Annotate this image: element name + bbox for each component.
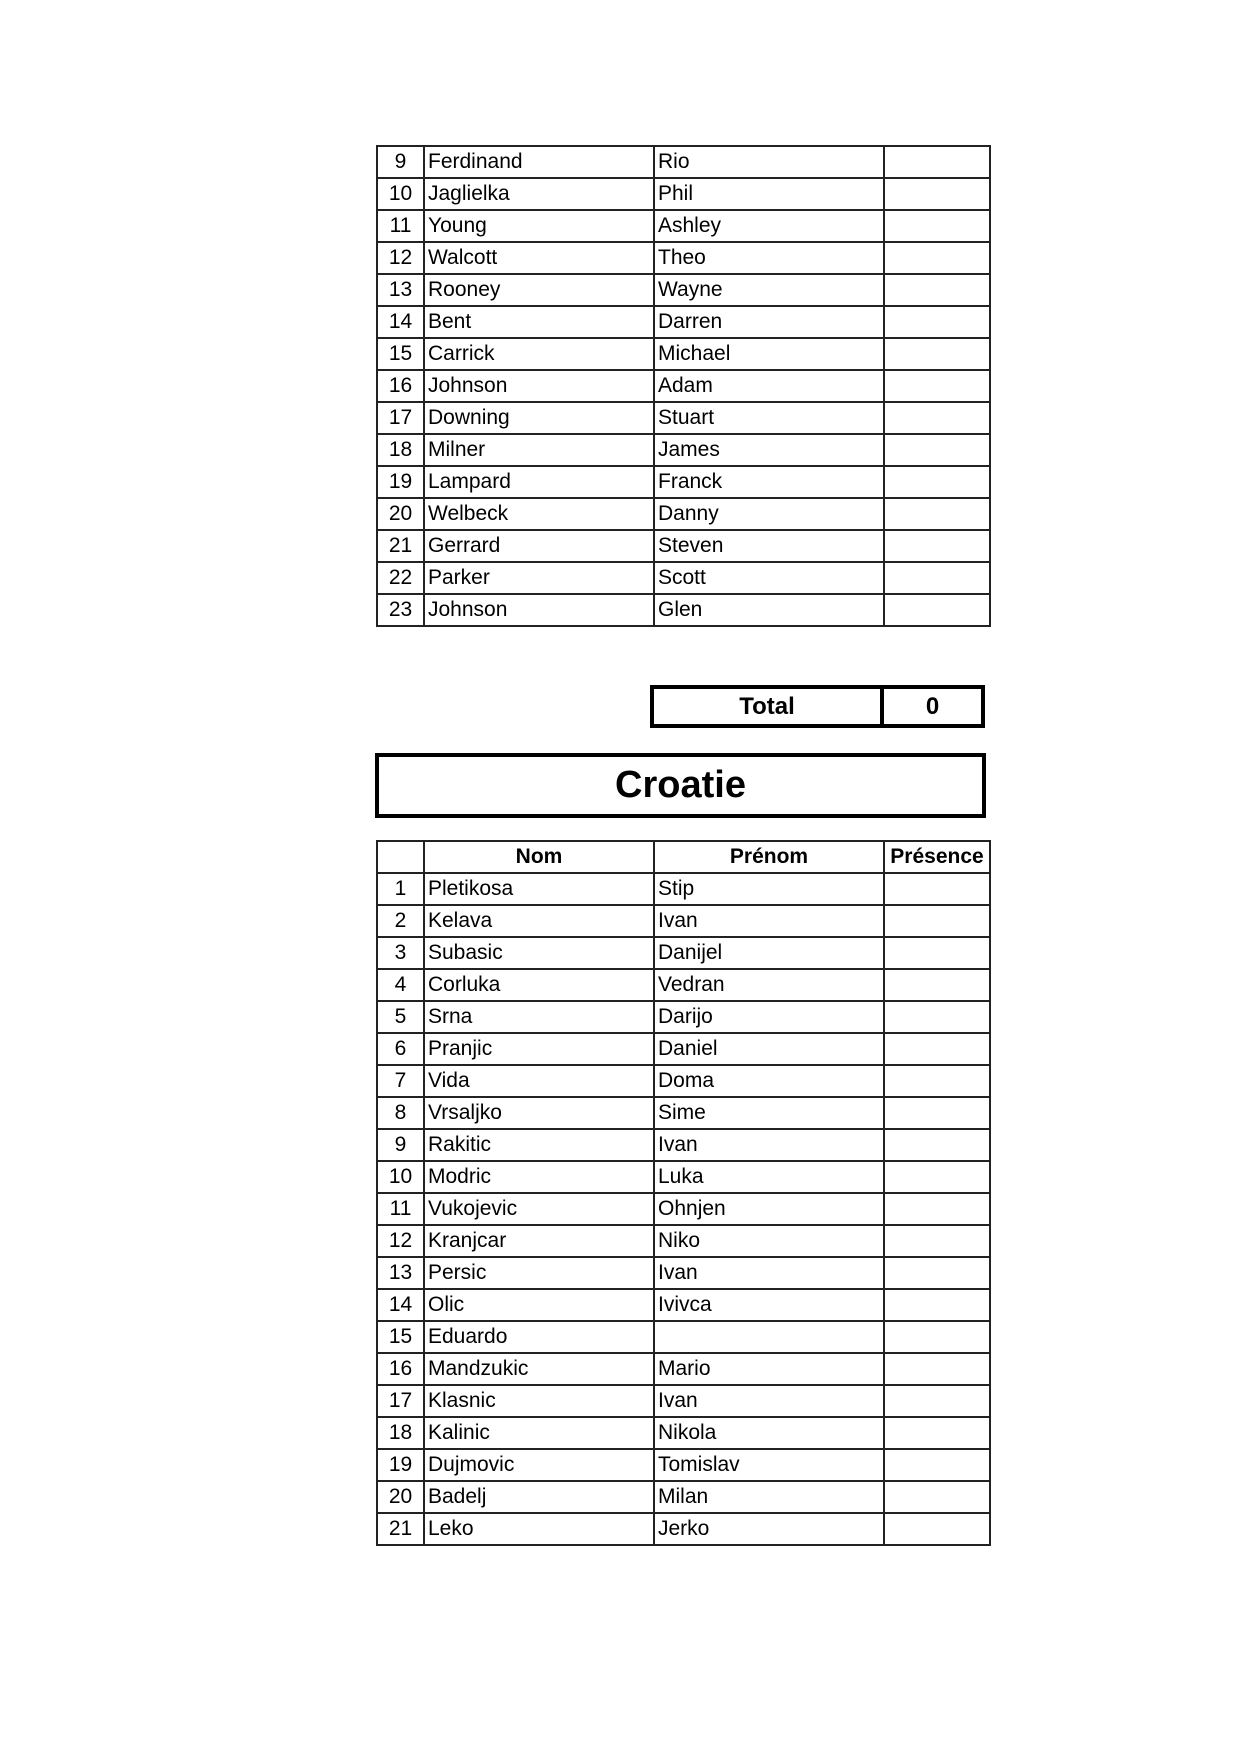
row-number: 21 bbox=[377, 530, 424, 562]
presence-cell[interactable] bbox=[884, 402, 990, 434]
header-prenom: Prénom bbox=[654, 841, 884, 873]
table-row bbox=[377, 937, 990, 969]
first-name-cell bbox=[654, 1321, 884, 1353]
table-row bbox=[377, 969, 990, 1001]
first-name-cell: Stuart bbox=[654, 402, 884, 434]
first-name-cell: Ivan bbox=[654, 1385, 884, 1417]
row-number: 5 bbox=[377, 1001, 424, 1033]
croatia-roster-table bbox=[376, 840, 991, 1546]
presence-cell[interactable] bbox=[884, 937, 990, 969]
presence-cell[interactable] bbox=[884, 178, 990, 210]
table-row bbox=[377, 370, 990, 402]
presence-cell[interactable] bbox=[884, 1513, 990, 1545]
table-row bbox=[377, 402, 990, 434]
last-name-cell: Vrsaljko bbox=[424, 1097, 654, 1129]
presence-cell[interactable] bbox=[884, 434, 990, 466]
last-name-cell: Eduardo bbox=[424, 1321, 654, 1353]
first-name-cell: Ashley bbox=[654, 210, 884, 242]
table-row bbox=[377, 146, 990, 178]
first-name-cell: Ivan bbox=[654, 905, 884, 937]
row-number: 1 bbox=[377, 873, 424, 905]
presence-cell[interactable] bbox=[884, 1321, 990, 1353]
first-name-cell: Ivan bbox=[654, 1129, 884, 1161]
row-number: 22 bbox=[377, 562, 424, 594]
row-number: 10 bbox=[377, 178, 424, 210]
presence-cell[interactable] bbox=[884, 1193, 990, 1225]
last-name-cell: Lampard bbox=[424, 466, 654, 498]
presence-cell[interactable] bbox=[884, 1161, 990, 1193]
table-row bbox=[377, 1321, 990, 1353]
first-name-cell: Michael bbox=[654, 338, 884, 370]
presence-cell[interactable] bbox=[884, 1033, 990, 1065]
last-name-cell: Kalinic bbox=[424, 1417, 654, 1449]
first-name-cell: Darijo bbox=[654, 1001, 884, 1033]
first-name-cell: Milan bbox=[654, 1481, 884, 1513]
last-name-cell: Corluka bbox=[424, 969, 654, 1001]
row-number: 21 bbox=[377, 1513, 424, 1545]
last-name-cell: Welbeck bbox=[424, 498, 654, 530]
table-row bbox=[377, 466, 990, 498]
table-row bbox=[377, 1097, 990, 1129]
table-row bbox=[377, 178, 990, 210]
table-row bbox=[377, 1129, 990, 1161]
row-number: 12 bbox=[377, 242, 424, 274]
first-name-cell: Danny bbox=[654, 498, 884, 530]
first-name-cell: Phil bbox=[654, 178, 884, 210]
row-number: 15 bbox=[377, 1321, 424, 1353]
table-row bbox=[377, 1225, 990, 1257]
presence-cell[interactable] bbox=[884, 1449, 990, 1481]
row-number: 11 bbox=[377, 1193, 424, 1225]
table-row bbox=[377, 562, 990, 594]
presence-cell[interactable] bbox=[884, 498, 990, 530]
table-row bbox=[377, 274, 990, 306]
row-number: 8 bbox=[377, 1097, 424, 1129]
presence-cell[interactable] bbox=[884, 1417, 990, 1449]
england-roster-body bbox=[377, 146, 990, 626]
presence-cell[interactable] bbox=[884, 1481, 990, 1513]
last-name-cell: Vukojevic bbox=[424, 1193, 654, 1225]
row-number: 23 bbox=[377, 594, 424, 626]
last-name-cell: Modric bbox=[424, 1161, 654, 1193]
presence-cell[interactable] bbox=[884, 1353, 990, 1385]
last-name-cell: Badelj bbox=[424, 1481, 654, 1513]
row-number: 2 bbox=[377, 905, 424, 937]
last-name-cell: Walcott bbox=[424, 242, 654, 274]
first-name-cell: Niko bbox=[654, 1225, 884, 1257]
table-row bbox=[377, 1065, 990, 1097]
croatia-roster-body bbox=[377, 873, 990, 1545]
table-row bbox=[377, 1289, 990, 1321]
last-name-cell: Gerrard bbox=[424, 530, 654, 562]
last-name-cell: Ferdinand bbox=[424, 146, 654, 178]
team-title: Croatie bbox=[375, 753, 986, 818]
table-row bbox=[377, 1481, 990, 1513]
row-number: 9 bbox=[377, 146, 424, 178]
table-row bbox=[377, 210, 990, 242]
last-name-cell: Carrick bbox=[424, 338, 654, 370]
presence-cell[interactable] bbox=[884, 873, 990, 905]
presence-cell[interactable] bbox=[884, 370, 990, 402]
last-name-cell: Vida bbox=[424, 1065, 654, 1097]
row-number: 19 bbox=[377, 1449, 424, 1481]
row-number: 19 bbox=[377, 466, 424, 498]
table-row bbox=[377, 1001, 990, 1033]
first-name-cell: Vedran bbox=[654, 969, 884, 1001]
total-label: Total bbox=[654, 689, 884, 724]
presence-cell[interactable] bbox=[884, 1129, 990, 1161]
row-number: 13 bbox=[377, 1257, 424, 1289]
presence-cell[interactable] bbox=[884, 274, 990, 306]
table-row bbox=[377, 1257, 990, 1289]
table-row bbox=[377, 1417, 990, 1449]
table-row bbox=[377, 873, 990, 905]
presence-cell[interactable] bbox=[884, 1225, 990, 1257]
last-name-cell: Rakitic bbox=[424, 1129, 654, 1161]
last-name-cell: Johnson bbox=[424, 594, 654, 626]
first-name-cell: Glen bbox=[654, 594, 884, 626]
last-name-cell: Leko bbox=[424, 1513, 654, 1545]
last-name-cell: Rooney bbox=[424, 274, 654, 306]
presence-cell[interactable] bbox=[884, 242, 990, 274]
row-number: 6 bbox=[377, 1033, 424, 1065]
last-name-cell: Pletikosa bbox=[424, 873, 654, 905]
header-nom: Nom bbox=[424, 841, 654, 873]
first-name-cell: Scott bbox=[654, 562, 884, 594]
last-name-cell: Parker bbox=[424, 562, 654, 594]
last-name-cell: Johnson bbox=[424, 370, 654, 402]
presence-cell[interactable] bbox=[884, 338, 990, 370]
last-name-cell: Pranjic bbox=[424, 1033, 654, 1065]
first-name-cell: Tomislav bbox=[654, 1449, 884, 1481]
presence-cell[interactable] bbox=[884, 210, 990, 242]
first-name-cell: Darren bbox=[654, 306, 884, 338]
table-row bbox=[377, 498, 990, 530]
table-row bbox=[377, 905, 990, 937]
first-name-cell: Wayne bbox=[654, 274, 884, 306]
first-name-cell: Stip bbox=[654, 873, 884, 905]
table-row bbox=[377, 242, 990, 274]
presence-cell[interactable] bbox=[884, 1385, 990, 1417]
row-number: 20 bbox=[377, 1481, 424, 1513]
row-number: 15 bbox=[377, 338, 424, 370]
presence-cell[interactable] bbox=[884, 1065, 990, 1097]
last-name-cell: Persic bbox=[424, 1257, 654, 1289]
table-row bbox=[377, 1353, 990, 1385]
row-number: 20 bbox=[377, 498, 424, 530]
total-value: 0 bbox=[925, 693, 940, 720]
presence-cell[interactable] bbox=[884, 466, 990, 498]
row-number: 12 bbox=[377, 1225, 424, 1257]
table-row bbox=[377, 1513, 990, 1545]
last-name-cell: Klasnic bbox=[424, 1385, 654, 1417]
last-name-cell: Kelava bbox=[424, 905, 654, 937]
row-number: 18 bbox=[377, 434, 424, 466]
row-number: 11 bbox=[377, 210, 424, 242]
presence-cell[interactable] bbox=[884, 1257, 990, 1289]
first-name-cell: James bbox=[654, 434, 884, 466]
presence-cell[interactable] bbox=[884, 1001, 990, 1033]
row-number: 17 bbox=[377, 1385, 424, 1417]
last-name-cell: Srna bbox=[424, 1001, 654, 1033]
last-name-cell: Young bbox=[424, 210, 654, 242]
header-num bbox=[377, 841, 424, 873]
table-row bbox=[377, 1193, 990, 1225]
first-name-cell: Daniel bbox=[654, 1033, 884, 1065]
last-name-cell: Dujmovic bbox=[424, 1449, 654, 1481]
first-name-cell: Franck bbox=[654, 466, 884, 498]
last-name-cell: Kranjcar bbox=[424, 1225, 654, 1257]
table-row bbox=[377, 1385, 990, 1417]
last-name-cell: Subasic bbox=[424, 937, 654, 969]
last-name-cell: Mandzukic bbox=[424, 1353, 654, 1385]
row-number: 10 bbox=[377, 1161, 424, 1193]
table-row bbox=[377, 434, 990, 466]
first-name-cell: Ivivca bbox=[654, 1289, 884, 1321]
first-name-cell: Rio bbox=[654, 146, 884, 178]
last-name-cell: Bent bbox=[424, 306, 654, 338]
table-row bbox=[377, 338, 990, 370]
last-name-cell: Downing bbox=[424, 402, 654, 434]
first-name-cell: Sime bbox=[654, 1097, 884, 1129]
header-presence: Présence bbox=[884, 841, 990, 873]
last-name-cell: Olic bbox=[424, 1289, 654, 1321]
row-number: 13 bbox=[377, 274, 424, 306]
row-number: 17 bbox=[377, 402, 424, 434]
presence-cell[interactable] bbox=[884, 905, 990, 937]
first-name-cell: Theo bbox=[654, 242, 884, 274]
presence-cell[interactable] bbox=[884, 969, 990, 1001]
presence-cell[interactable] bbox=[884, 306, 990, 338]
first-name-cell: Ohnjen bbox=[654, 1193, 884, 1225]
row-number: 3 bbox=[377, 937, 424, 969]
table-row bbox=[377, 594, 990, 626]
row-number: 7 bbox=[377, 1065, 424, 1097]
first-name-cell: Danijel bbox=[654, 937, 884, 969]
first-name-cell: Doma bbox=[654, 1065, 884, 1097]
table-row bbox=[377, 1033, 990, 1065]
presence-cell[interactable] bbox=[884, 1289, 990, 1321]
row-number: 16 bbox=[377, 370, 424, 402]
row-number: 9 bbox=[377, 1129, 424, 1161]
presence-cell[interactable] bbox=[884, 530, 990, 562]
presence-cell[interactable] bbox=[884, 146, 990, 178]
row-number: 14 bbox=[377, 306, 424, 338]
first-name-cell: Adam bbox=[654, 370, 884, 402]
first-name-cell: Steven bbox=[654, 530, 884, 562]
table-row bbox=[377, 306, 990, 338]
first-name-cell: Nikola bbox=[654, 1417, 884, 1449]
first-name-cell: Jerko bbox=[654, 1513, 884, 1545]
presence-cell[interactable] bbox=[884, 1097, 990, 1129]
last-name-cell: Milner bbox=[424, 434, 654, 466]
last-name-cell: Jaglielka bbox=[424, 178, 654, 210]
england-roster-table bbox=[376, 145, 991, 627]
presence-cell[interactable] bbox=[884, 562, 990, 594]
row-number: 16 bbox=[377, 1353, 424, 1385]
row-number: 18 bbox=[377, 1417, 424, 1449]
presence-cell[interactable] bbox=[884, 594, 990, 626]
row-number: 14 bbox=[377, 1289, 424, 1321]
table-row bbox=[377, 1449, 990, 1481]
table-row bbox=[377, 1161, 990, 1193]
first-name-cell: Ivan bbox=[654, 1257, 884, 1289]
table-header-row bbox=[377, 841, 990, 873]
table-row bbox=[377, 530, 990, 562]
first-name-cell: Luka bbox=[654, 1161, 884, 1193]
total-box bbox=[650, 685, 985, 728]
first-name-cell: Mario bbox=[654, 1353, 884, 1385]
row-number: 4 bbox=[377, 969, 424, 1001]
